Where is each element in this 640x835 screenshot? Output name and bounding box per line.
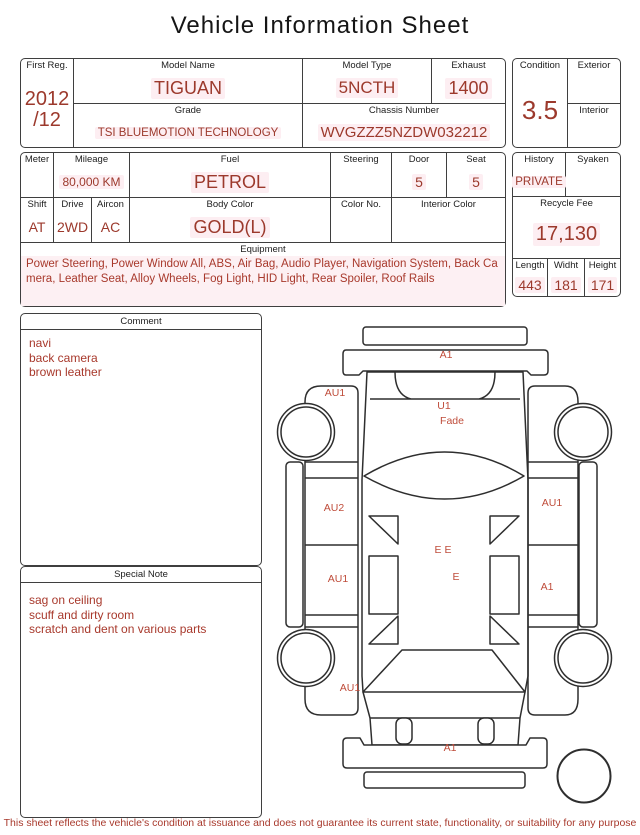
comment-line: navi xyxy=(29,336,52,350)
aircon-label: Aircon xyxy=(97,199,124,210)
history-label: History xyxy=(524,154,554,165)
exhaust-cell xyxy=(432,59,505,104)
special-note-box xyxy=(20,566,262,818)
exterior-label: Exterior xyxy=(577,60,611,71)
seat-cell xyxy=(447,153,505,198)
height-label: Height xyxy=(588,260,617,271)
recycle-fee-value: 17,130 xyxy=(533,223,600,246)
model-name-value: TIGUAN xyxy=(151,78,225,99)
chassis-number-label: Chassis Number xyxy=(368,105,440,116)
door-value: 5 xyxy=(412,174,426,190)
body-color-value: GOLD(L) xyxy=(190,217,269,238)
drive-value: 2WD xyxy=(56,219,89,235)
condition-value: 3.5 xyxy=(521,94,559,125)
aircon-value: AC xyxy=(100,219,121,235)
seat-value: 5 xyxy=(469,174,483,190)
steering-cell xyxy=(331,153,392,198)
height-cell xyxy=(585,259,620,296)
model-table xyxy=(20,58,506,148)
right-taillight xyxy=(478,718,494,744)
special-note-line: scratch and dent on various parts xyxy=(29,622,207,636)
meter-cell xyxy=(21,153,54,198)
diagram-label-right-rear-door: A1 xyxy=(540,581,554,593)
diagram-label-rear-bumper: A1 xyxy=(443,742,457,754)
mileage-cell xyxy=(54,153,130,198)
recycle-fee-label: Recycle Fee xyxy=(540,198,593,209)
right-rear-quarter-window xyxy=(490,616,519,644)
width-value: 181 xyxy=(551,277,580,293)
specs-table xyxy=(20,152,506,307)
model-type-value: 5NCTH xyxy=(336,78,399,98)
first-reg-label: First Reg. xyxy=(26,60,68,71)
left-sill xyxy=(286,462,303,627)
equipment-label: Equipment xyxy=(240,244,286,255)
door-label: Door xyxy=(408,154,430,165)
special-note-line: sag on ceiling xyxy=(29,593,103,607)
special-note-body xyxy=(29,593,255,637)
interior-color-label: Interior Color xyxy=(421,199,476,210)
exhaust-value: 1400 xyxy=(445,78,491,99)
comment-body xyxy=(29,336,255,380)
diagram-label-roof-1: E E xyxy=(434,544,452,556)
left-quarter-window xyxy=(369,516,398,544)
length-label: Length xyxy=(515,260,545,271)
color-no-label: Color No. xyxy=(340,199,382,210)
chassis-number-cell xyxy=(303,104,505,147)
rear-bumper-bottom-strip xyxy=(364,772,525,788)
grade-cell xyxy=(74,104,303,147)
syaken-label: Syaken xyxy=(577,154,609,165)
history-cell xyxy=(513,153,566,197)
first-reg-value: 2012 /12 xyxy=(24,88,70,131)
comment-box xyxy=(20,313,262,566)
left-rear-quarter-window xyxy=(369,616,398,644)
spare-tire xyxy=(558,750,611,803)
fuel-label: Fuel xyxy=(220,154,240,165)
width-label: Widht xyxy=(553,260,579,271)
diagram-label-right-front-door: AU1 xyxy=(541,497,563,509)
page-title: Vehicle Information Sheet xyxy=(170,12,470,39)
fuel-value: PETROL xyxy=(191,172,269,193)
condition-label: Condition xyxy=(519,60,561,71)
model-name-label: Model Name xyxy=(161,60,215,71)
windshield xyxy=(370,372,520,399)
drive-label: Drive xyxy=(61,199,84,210)
left-taillight xyxy=(396,718,412,744)
car-body-outline xyxy=(362,372,528,745)
door-cell xyxy=(392,153,447,198)
syaken-cell xyxy=(566,153,620,197)
length-value: 443 xyxy=(515,277,544,293)
shift-label: Shift xyxy=(27,199,47,210)
right-door-window xyxy=(490,556,519,614)
front-right-wheel xyxy=(555,404,612,461)
comment-line: back camera xyxy=(29,350,98,365)
meter-label: Meter xyxy=(24,154,50,165)
interior-label: Interior xyxy=(579,105,609,116)
diagram-label-left-rear-door: AU1 xyxy=(327,573,349,585)
chassis-number-value: WVGZZZ5NZDW032212 xyxy=(318,124,491,141)
exterior-cell xyxy=(568,59,620,104)
interior-cell xyxy=(568,104,620,147)
first-reg-cell xyxy=(21,59,74,147)
model-type-cell xyxy=(303,59,432,104)
diagram-label-windshield-fade: Fade xyxy=(440,415,464,427)
history-value: PRIVATE xyxy=(512,176,566,188)
right-sill xyxy=(579,462,597,627)
grade-value: TSI BLUEMOTION TECHNOLOGY xyxy=(95,127,282,139)
steering-label: Steering xyxy=(343,154,379,165)
model-type-label: Model Type xyxy=(342,60,392,71)
shift-cell xyxy=(21,198,54,243)
body-color-label: Body Color xyxy=(206,199,254,210)
history-box xyxy=(512,152,621,297)
car-top-view-diagram xyxy=(265,310,640,810)
height-value: 171 xyxy=(588,277,617,293)
equipment-value: Power Steering, Power Window All, ABS, Air Bag, Audio Player, Navigation System, Back Camera, Leather Seat, Alloy Wheels, Fog Light, HID Light, Rear Spoiler, Roof Rails xyxy=(21,256,505,306)
front-bumper-top-strip xyxy=(363,327,527,345)
right-quarter-window xyxy=(490,516,519,544)
diagram-label-front-bumper: A1 xyxy=(439,349,453,361)
mileage-label: Mileage xyxy=(74,154,109,165)
model-name-cell xyxy=(74,59,303,104)
rear-window xyxy=(363,650,525,692)
diagram-label-roof-2: E xyxy=(452,571,460,583)
roof-glass xyxy=(364,452,524,499)
color-no-cell xyxy=(331,198,392,243)
recycle-fee-cell xyxy=(513,197,620,259)
diagram-label-left-rear-fender: AU1 xyxy=(339,682,361,694)
comment-line: brown leather xyxy=(29,365,102,379)
shift-value: AT xyxy=(28,219,46,235)
aircon-cell xyxy=(92,198,130,243)
width-cell xyxy=(548,259,585,296)
condition-box xyxy=(512,58,621,148)
exhaust-label: Exhaust xyxy=(451,60,486,71)
left-door-window xyxy=(369,556,398,614)
comment-label: Comment xyxy=(21,314,261,330)
condition-cell xyxy=(513,59,568,147)
interior-color-cell xyxy=(392,198,505,243)
seat-label: Seat xyxy=(466,154,486,165)
drive-cell xyxy=(54,198,92,243)
mileage-value: 80,000 KM xyxy=(59,175,123,189)
front-left-wheel xyxy=(278,404,335,461)
rear-right-wheel xyxy=(555,630,612,687)
body-color-cell xyxy=(130,198,331,243)
diagram-label-left-front-door: AU2 xyxy=(323,502,345,514)
special-note-line: scuff and dirty room xyxy=(29,607,135,622)
rear-left-wheel xyxy=(278,630,335,687)
diagram-label-front-left-fender: AU1 xyxy=(324,387,346,399)
disclaimer-text: This sheet reflects the vehicle's condition at issuance and does not guarantee its current state, functionality, or suitability for any purpose xyxy=(3,817,637,829)
special-note-label: Special Note xyxy=(21,567,261,583)
length-cell xyxy=(513,259,548,296)
diagram-label-windshield: U1 xyxy=(437,400,451,412)
fuel-cell xyxy=(130,153,331,198)
grade-label: Grade xyxy=(174,105,202,116)
